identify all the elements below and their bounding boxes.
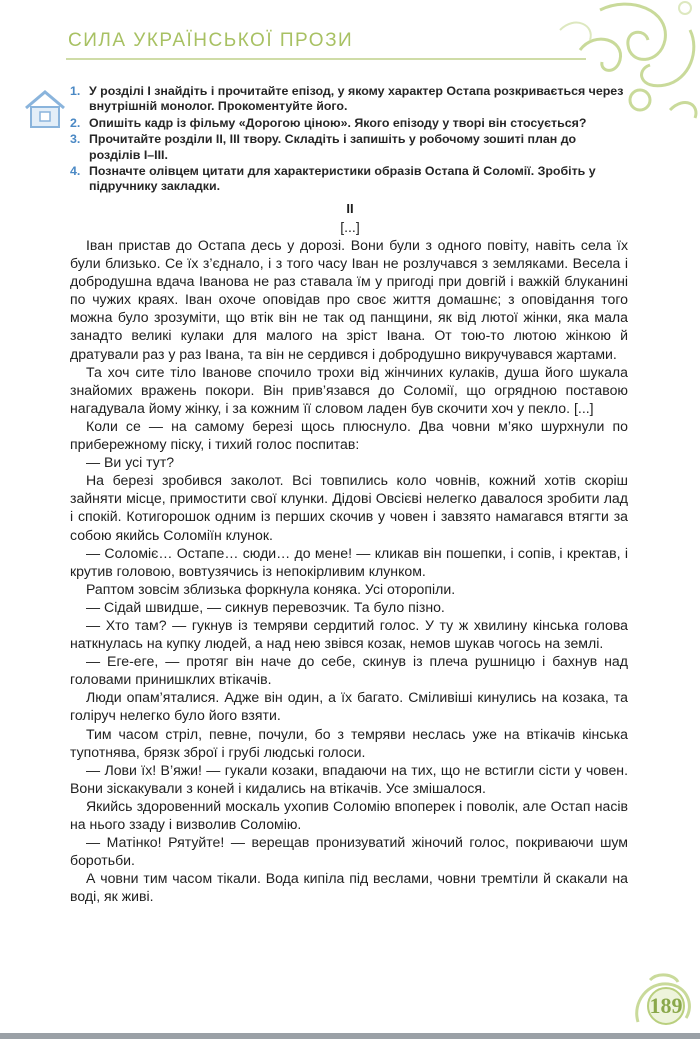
task-number: 3. [70,132,81,147]
task-list [70,84,630,196]
house-icon [22,88,68,130]
task-number: 2. [70,115,81,130]
task-text: Прочитайте розділи ІІ, ІІІ твору. Складіть і запишіть у робочому зошиті план до розділів І–ІІІ. [89,132,577,162]
paragraph: — Ви усі тут? [86,454,175,471]
section-ellipsis: [...] [340,219,360,235]
paragraph: А човни тим часом тікали. Вода кипіла під веслами, човни тремтіли й скакали на воді, як живі. [70,870,628,905]
task-text: Опишіть кадр із фільму «Дорогою ціною». Якого епізоду у творі він стосується? [89,115,587,130]
page-number: 189 [649,993,683,1018]
paragraph: На березі зробився заколот. Всі товпились коло човнів, кожний хотів скоріш зайняти місце, примостити свої клунки. Дідові Овсієві нелегко давалося зробити лад і спокій. Котигорошок одним із перших скочив у човен і завзято намагався втягти за собою якийсь Соломіїн клунок. [70,472,628,543]
paragraph: Іван пристав до Остапа десь у дорозі. Вони були з одного повіту, навіть села їх були близько. Се їх з’єднало, і з того часу Іван не розлучався з земляками. Весела і добродушна вдача Іванова не раз ставала їм у пригоді при довгій і важкій блуканині по чужих краях. Іван охоче оповідав про своє життя домашнє; з оповідання того можна було зрозуміти, що втік він не так од панщини, як від лютої жінки, яка мала занадто великі кулаки для малого на зріст Івана. От тою-то лютою жінкою й дратували раз у раз Івана, та він не сердився і добродушно викручувався жартами. [70,237,628,362]
paragraph: — Матінко! Рятуйте! — верещав пронизуватий жіночий голос, покриваючи шум боротьби. [70,834,628,869]
paragraph: Коли се — на самому березі щось плюснуло. Два човни м’яко шурхнули по прибережному піску, і тихий голос поспитав: [70,417,628,453]
paragraph: — Еге-еге, — протяг він наче до себе, скинув із плеча рушницю і бахнув над головами принишклих втікачів. [70,653,628,688]
task-number: 1. [70,84,81,98]
paragraph: — Соломіє… Остапе… сюди… до мене! — кликав він пошепки, і сопів, і кректав, і крутив головою, вовтузячись із непокірливим клунком. [70,544,628,579]
paragraph: — Хто там? — гукнув із темряви сердитий голос. У ту ж хвилину кінська голова наткнулась на купку людей, а над нею звівся козак, немов шукав чогось на землі. [70,616,628,652]
section-number: ІІ [346,201,354,216]
task-item [70,132,630,163]
running-header-title: СИЛА УКРАЇНСЬКОЇ ПРОЗИ [68,30,354,51]
paragraph: — Сідай швидше, — сикнув перевозчик. Та було пізно. [86,598,445,615]
paragraph: Люди опам’яталися. Адже він один, а їх багато. Сміливіші кинулись на козака, та голіруч нелегко було його взяти. [70,689,628,724]
paragraph: — Лови їх! В’яжи! — гукали козаки, впадаючи на тих, що не встигли сісти у човен. Вони зіскакували з коней і кидались на втікачів. Усе змішалося. [70,761,628,796]
task-item [70,84,630,115]
task-item [70,164,630,195]
task-text: Позначте олівцем цитати для характеристики образів Остапа й Соломії. Зробіть у підручнику закладки. [89,164,596,194]
task-text: У розділі І знайдіть і прочитайте епізод, у якому характер Остапа розкривається через внутрішній монолог. Прокоментуйте його. [89,84,624,114]
prose-body [70,236,628,905]
bottom-bar [0,1033,700,1039]
paragraph: Раптом зовсім зблизька форкнула коняка. Усі оторопіли. [86,580,456,597]
header-divider [66,58,586,60]
task-number: 4. [70,164,81,179]
paragraph: Тим часом стріл, певне, почули, бо з темряви неслась уже на втікачів кінська тупотнява, брязк зброї і грубі людські голоси. [70,725,628,760]
task-item [70,116,630,131]
paragraph: Якийсь здоровенний москаль ухопив Соломію впоперек і поволік, але Остап насів на нього ззаду і визволив Соломію. [70,797,628,832]
paragraph: Та хоч сите тіло Іванове спочило трохи від жінчиних кулаків, душа його шукала знайомих вражень покори. Він прив’язався до Соломії, що огрядною поставою нагадувала йому жінку, і за кожним її словом ладен був скочити хоч у пекло. [...] [70,363,628,416]
